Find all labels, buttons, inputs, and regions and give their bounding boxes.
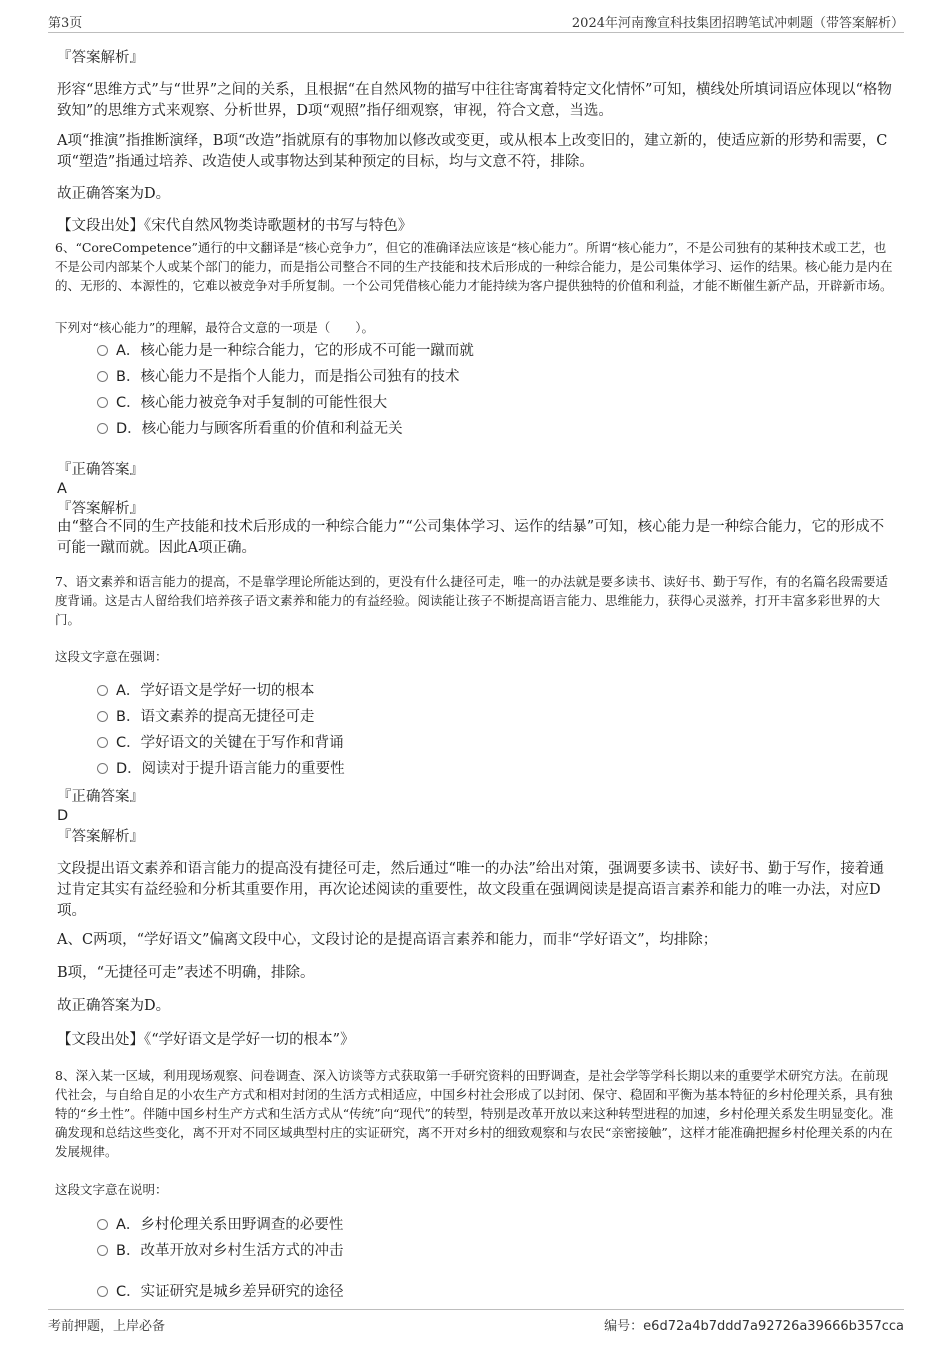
question-stem: 6、“CoreCompetence”通行的中文翻译是“核心竞争力”，但它的准确译法应该是“核心能力”。所谓“核心能力”，不是公司独有的某种技术或工艺，也不是公司内部某个人或某个部门的能力，而是指公司整合不同的生产技能和技术后形成的一种综合能力，是公司集体学习、运作的结果。核心能力是内在的、无形的、本源性的，它难以被竞争对手所复制。一个公司凭借核心能力才能持续为客户提供独特的价值和利益，才能不断催生新产品，开辟新市场。	[55, 240, 893, 293]
analysis-paragraph: 形容“思维方式”与“世界”之间的关系，且根据“在自然风物的描写中往往寄寓着特定文化情怀”可知，横线处所填词语应体现以“格物致知”的思维方式来观察、分析世界，D项“观照”指仔细观察，审视，符合文意，当选。	[57, 82, 892, 119]
question-stem: 8、深入某一区域，利用现场观察、问卷调查、深入访谈等方式获取第一手研究资料的田野调查，是社会学等学科长期以来的重要学术研究方法。在前现代社会，与自给自足的小农生产方式和相对封闭的生活方式相适应，中国乡村社会形成了以封闭、保守、稳固和平衡为基本特征的乡村伦理关系，具有独特的“乡土性”。伴随中国乡村生产方式和生活方式从“传统”向“现代”的转型，特别是改革开放以来这种转型进程的加速，乡村伦理关系发生明显变化。准确发现和总结这些变化，离不开对不同区域典型村庄的实证研究，离不开对乡村的细致观察和与农民“亲密接触”，这样才能准确把握乡村伦理关系的内在发展规律。	[55, 1068, 894, 1159]
question-prompt: 这段文字意在说明：	[55, 1182, 168, 1197]
document-code: 编号：e6d72a4b7ddd7a92726a39666b357cca	[604, 1319, 904, 1334]
question-prompt: 下列对“核心能力”的理解，最符合文意的一项是（ ）。	[55, 320, 375, 335]
analysis-paragraph: A、C两项，“学好语文”偏离文段中心，文段讨论的是提高语言素养和能力，而非“学好语文”，均排除；	[57, 932, 718, 948]
radio-icon[interactable]	[97, 423, 108, 434]
question-stem: 7、语文素养和语言能力的提高，不是靠学理论所能达到的，更没有什么捷径可走，唯一的办法就是要多读书、读好书、勤于写作，有的名篇名段需要适度背诵。这是古人留给我们培养孩子语文素养和能力的有益经验。阅读能让孩子不断提高语言能力、思维能力，获得心灵滋养，打开丰富多彩世界的大门。	[55, 574, 888, 627]
analysis-paragraph: B项，“无捷径可走”表述不明确，排除。	[57, 965, 315, 981]
radio-icon[interactable]	[97, 685, 108, 696]
option-a[interactable]: A．乡村伦理关系田野调查的必要性	[97, 1215, 343, 1235]
analysis-paragraph: 由“整合不同的生产技能和技术后形成的一种综合能力”“公司集体学习、运作的结暴”可知，核心能力是一种综合能力，它的形成不可能一蹴而就。因此A项正确。	[57, 519, 885, 556]
radio-icon[interactable]	[97, 763, 108, 774]
option-c[interactable]: C．学好语文的关键在于写作和背诵	[97, 733, 344, 753]
analysis-paragraph: 文段提出语文素养和语言能力的提高没有捷径可走，然后通过“唯一的办法”给出对策，强调要多读书、读好书、勤于写作，接着通过肯定其实有益经验和分析其重要作用，再次论述阅读的重要性，故文段重在强调阅读是提高语言素养和能力的唯一办法，对应D项。	[57, 861, 884, 919]
question-prompt: 这段文字意在强调：	[55, 649, 168, 664]
document-title: 2024年河南豫宣科技集团招聘笔试冲刺题（带答案解析）	[571, 16, 904, 31]
analysis-paragraph: A项“推演”指推断演绎，B项“改造”指就原有的事物加以修改或变更，或从根本上改变旧的，建立新的，使适应新的形势和需要，C项“塑造”指通过培养、改造使人或事物达到某种预定的目标，均与文意不符，排除。	[57, 133, 888, 170]
option-d[interactable]: D．阅读对于提升语言能力的重要性	[97, 759, 345, 779]
analysis-label: 『答案解析』	[57, 829, 144, 845]
option-a[interactable]: A．核心能力是一种综合能力，它的形成不可能一蹴而就	[97, 341, 474, 361]
option-b[interactable]: B．改革开放对乡村生活方式的冲击	[97, 1241, 343, 1261]
conclusion: 故正确答案为D。	[57, 998, 171, 1014]
radio-icon[interactable]	[97, 1245, 108, 1256]
radio-icon[interactable]	[97, 1219, 108, 1230]
footer-slogan: 考前押题，上岸必备	[48, 1319, 166, 1334]
page-number: 第3页	[48, 16, 83, 31]
option-b[interactable]: B．核心能力不是指个人能力，而是指公司独有的技术	[97, 367, 459, 387]
option-a[interactable]: A．学好语文是学好一切的根本	[97, 681, 314, 701]
page-header	[48, 12, 904, 33]
radio-icon[interactable]	[97, 345, 108, 356]
radio-icon[interactable]	[97, 371, 108, 382]
option-c[interactable]: C．实证研究是城乡差异研究的途径	[97, 1282, 344, 1302]
source-citation: 【文段出处】《“学好语文是学好一切的根本”》	[57, 1032, 355, 1048]
answer-label: 『正确答案』	[57, 462, 144, 478]
conclusion: 故正确答案为D。	[57, 186, 171, 202]
page-footer	[48, 1309, 904, 1336]
correct-answer: D	[57, 808, 69, 824]
analysis-label: 『答案解析』	[57, 50, 144, 66]
correct-answer: A	[57, 481, 67, 497]
radio-icon[interactable]	[97, 711, 108, 722]
option-b[interactable]: B．语文素养的提高无捷径可走	[97, 707, 314, 727]
option-d[interactable]: D．核心能力与顾客所看重的价值和利益无关	[97, 419, 403, 439]
radio-icon[interactable]	[97, 737, 108, 748]
radio-icon[interactable]	[97, 1286, 108, 1297]
radio-icon[interactable]	[97, 397, 108, 408]
source-citation: 【文段出处】《宋代自然风物类诗歌题材的书写与特色》	[57, 218, 413, 234]
answer-label: 『正确答案』	[57, 789, 144, 805]
analysis-label: 『答案解析』	[57, 501, 144, 517]
option-c[interactable]: C．核心能力被竞争对手复制的可能性很大	[97, 393, 387, 413]
